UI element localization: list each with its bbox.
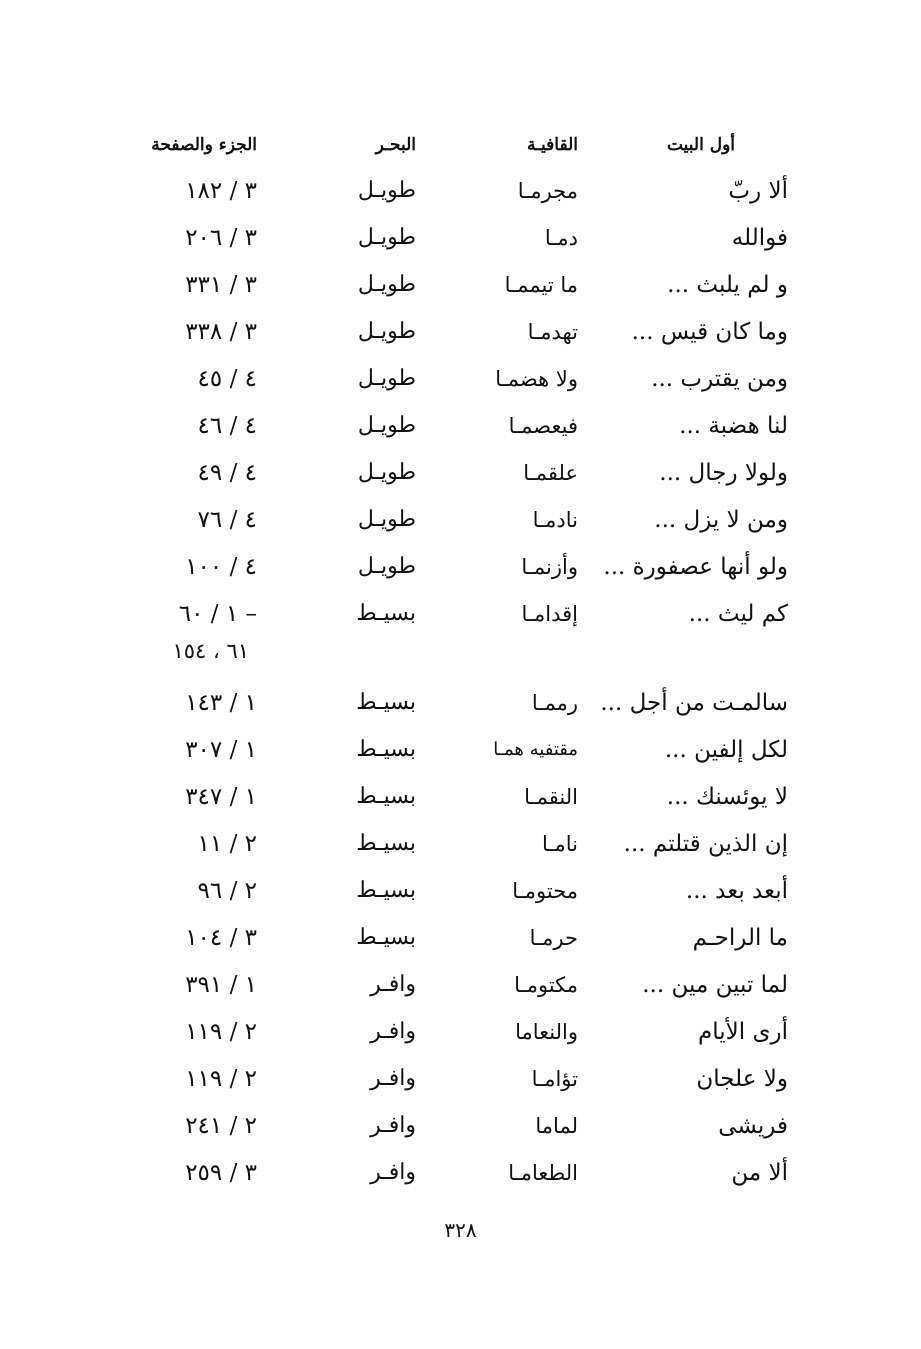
header-meter: البحـر	[375, 135, 416, 155]
first-line: أبعد بعد ...	[685, 878, 788, 904]
meter: بسيـط	[356, 601, 416, 626]
rhyme: مكتومـا	[514, 973, 578, 997]
table-row	[0, 680, 921, 726]
first-line: كم ليث ...	[688, 601, 788, 627]
rhyme: نادمـا	[532, 508, 578, 532]
rhyme: محتومـا	[512, 879, 578, 903]
rhyme: وأزنمـا	[521, 555, 578, 579]
rhyme: لماما	[535, 1114, 578, 1138]
reference: ٤ / ١٠٠	[185, 554, 257, 580]
header-rhyme: القافيـة	[526, 135, 578, 155]
meter: بسيـط	[356, 690, 416, 715]
rhyme: تهدمـا	[527, 320, 578, 344]
meter: بسيـط	[356, 878, 416, 903]
meter: طويـل	[357, 178, 416, 203]
rhyme: ولا هضمـا	[495, 367, 578, 391]
table-row	[0, 915, 921, 961]
meter: بسيـط	[356, 925, 416, 950]
table-row	[0, 1150, 921, 1196]
rhyme: علقمـا	[523, 461, 578, 485]
first-line: إن الذين قتلتم ...	[623, 831, 788, 857]
rhyme: مقتفيه همـا	[493, 739, 578, 760]
rhyme: النقمـا	[524, 785, 578, 809]
header-reference: الجزء والصفحة	[151, 135, 257, 155]
first-line: ألا من	[731, 1160, 788, 1186]
meter: طويـل	[357, 413, 416, 438]
table-row	[0, 262, 921, 308]
rhyme: فيعصمـا	[508, 414, 578, 438]
table-row	[0, 450, 921, 496]
reference: ٤ / ٤٦	[197, 413, 257, 439]
meter: وافـر	[370, 1019, 416, 1044]
table-row	[0, 356, 921, 402]
reference: ١ / ٣٠٧	[185, 737, 257, 763]
meter: طويـل	[357, 460, 416, 485]
rhyme: ما تيممـا	[504, 273, 578, 297]
reference: ١ / ٦٠ –	[178, 601, 257, 627]
rhyme: تؤامـا	[531, 1067, 578, 1091]
first-line: ألا ربّ	[728, 178, 788, 204]
first-line: لنا هضبة ...	[679, 413, 788, 439]
first-line: ولولا رجال ...	[659, 460, 788, 486]
first-line: فوالله	[731, 225, 788, 251]
table-row	[0, 309, 921, 355]
reference-continuation: ٦١ ، ١٥٤	[172, 639, 249, 663]
first-line: ولا علجان	[696, 1066, 788, 1092]
first-line: لا يوئسنك ...	[666, 784, 788, 810]
first-line: ومن لا يزل ...	[654, 507, 788, 533]
meter: طويـل	[357, 366, 416, 391]
reference: ٣ / ٣٣١	[185, 272, 257, 298]
meter: طويـل	[357, 272, 416, 297]
first-line: ما الراحـم	[692, 925, 788, 951]
rhyme: مجرمـا	[517, 179, 578, 203]
table-row	[0, 168, 921, 214]
first-line: لما تبين مين ...	[642, 972, 788, 998]
table-row	[0, 591, 921, 637]
rhyme: حرمـا	[529, 926, 578, 950]
page-number: ٣٢٨	[444, 1218, 477, 1242]
meter: طويـل	[357, 507, 416, 532]
reference: ٣ / ١٠٤	[185, 925, 257, 951]
reference: ٤ / ٧٦	[197, 507, 257, 533]
first-line: و لم يلبث ...	[667, 272, 788, 298]
rhyme: والنعاما	[515, 1020, 578, 1044]
reference: ٢ / ٢٤١	[185, 1113, 257, 1139]
meter: وافـر	[370, 972, 416, 997]
reference: ٣ / ٣٣٨	[185, 319, 257, 345]
reference: ٣ / ٢٠٦	[185, 225, 257, 251]
rhyme: إقدامـا	[521, 602, 578, 626]
reference: ٢ / ١١	[197, 831, 257, 857]
meter: طويـل	[357, 225, 416, 250]
first-line: ومن يقترب ...	[651, 366, 788, 392]
reference: ٣ / ٢٥٩	[185, 1160, 257, 1186]
rhyme: الطعامـا	[508, 1161, 578, 1185]
first-line: سالمـت من أجل ...	[600, 690, 788, 716]
first-line: لكل إلفين ...	[664, 737, 788, 763]
first-line: أرى الأيام	[698, 1019, 788, 1045]
table-row	[0, 1103, 921, 1149]
meter: وافـر	[370, 1160, 416, 1185]
rhyme: نامـا	[541, 832, 578, 856]
meter: بسيـط	[356, 737, 416, 762]
meter: طويـل	[357, 554, 416, 579]
first-line: فريشى	[718, 1113, 788, 1139]
reference: ١ / ٣٤٧	[185, 784, 257, 810]
meter: طويـل	[357, 319, 416, 344]
rhyme: دمـا	[544, 226, 578, 250]
reference: ٣ / ١٨٢	[185, 178, 257, 204]
reference: ١ / ١٤٣	[185, 690, 257, 716]
reference: ٤ / ٤٩	[197, 460, 257, 486]
table-row	[0, 403, 921, 449]
reference: ٤ / ٤٥	[197, 366, 257, 392]
first-line: ولو أنها عصفورة ...	[603, 554, 788, 580]
table-row	[0, 774, 921, 820]
table-row	[0, 821, 921, 867]
reference: ٢ / ١١٩	[185, 1066, 257, 1092]
first-line: وما كان قيس ...	[631, 319, 788, 345]
table-row	[0, 1056, 921, 1102]
meter: بسيـط	[356, 831, 416, 856]
table-row	[0, 962, 921, 1008]
meter: وافـر	[370, 1113, 416, 1138]
table-row	[0, 868, 921, 914]
reference: ٢ / ١١٩	[185, 1019, 257, 1045]
table-row	[0, 497, 921, 543]
reference: ٢ / ٩٦	[197, 878, 257, 904]
meter: بسيـط	[356, 784, 416, 809]
meter: وافـر	[370, 1066, 416, 1091]
header-first-line: أول البيت	[666, 135, 735, 155]
rhyme: رممـا	[531, 691, 578, 715]
table-row	[0, 544, 921, 590]
reference: ١ / ٣٩١	[185, 972, 257, 998]
table-row	[0, 1009, 921, 1055]
table-row	[0, 727, 921, 773]
table-row	[0, 215, 921, 261]
